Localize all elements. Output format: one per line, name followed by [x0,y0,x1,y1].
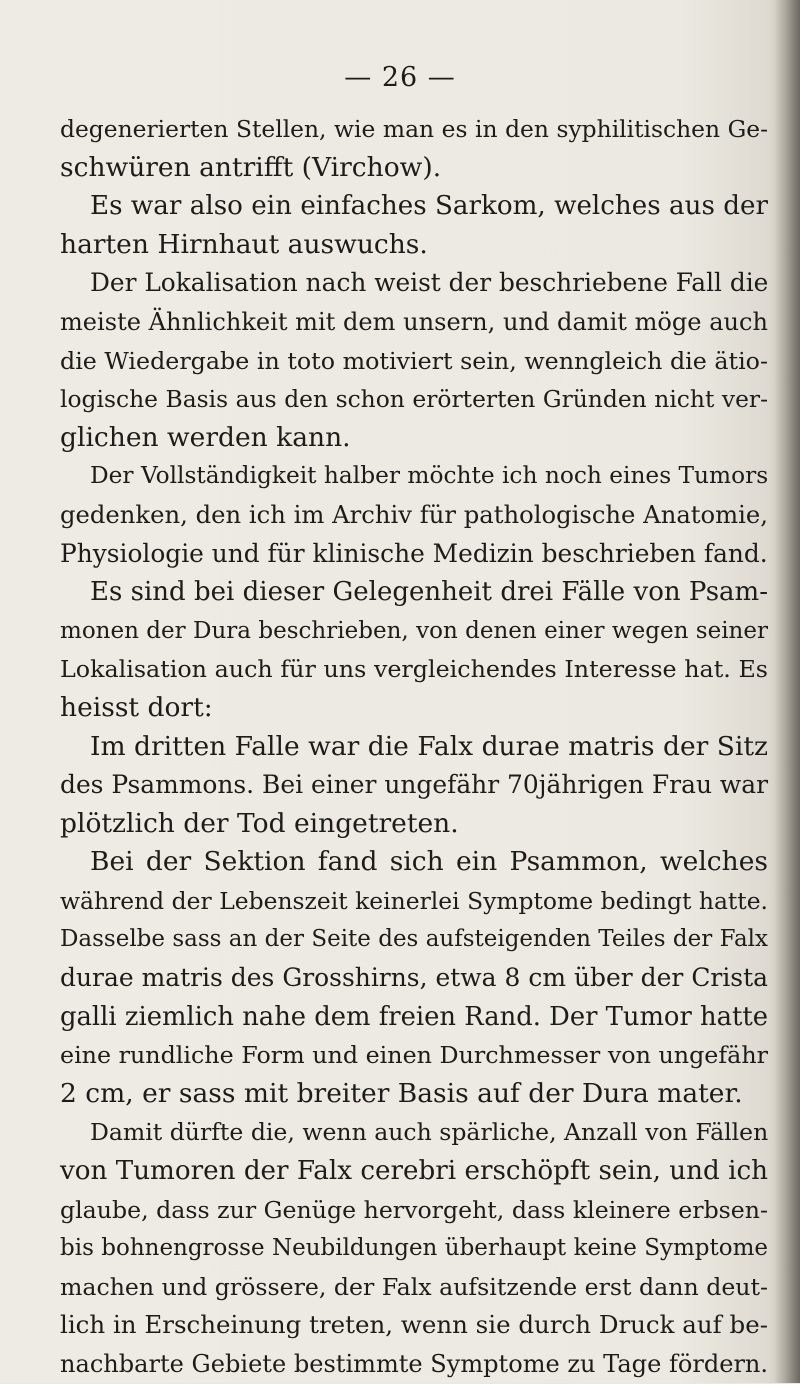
text-line: Im dritten Falle war die Falx durae matris der Sitz [90,730,768,762]
text-line: schwüren antrifft (Virchow). [60,151,442,183]
text-line: bis bohnengrosse Neubildungen überhaupt keine Symptome [60,1235,768,1262]
text-line: lich in Erscheinung treten, wenn sie durch Druck auf be- [60,1310,768,1340]
page-binding-edge [774,0,800,1383]
text-line: glaube, dass zur Genüge hervorgeht, dass kleinere erbsen- [60,1195,768,1224]
text-line: die Wiedergabe in toto motiviert sein, wenngleich die ätio- [60,346,768,375]
text-line: harten Hirnhaut auswuchs. [60,228,428,260]
text-line: durae matris des Grosshirns, etwa 8 cm über der Crista [60,963,768,993]
text-line: galli ziemlich nahe dem freien Rand. Der Tumor hatte [60,1001,768,1032]
text-line: glichen werden kann. [60,421,351,453]
text-line: von Tumoren der Falx cerebri erschöpft sein, und ich [60,1156,768,1187]
text-line: eine rundliche Form und einen Durchmesser von ungefähr [60,1041,768,1070]
text-line: Bei der Sektion fand sich ein Psammon, welches [90,846,768,878]
text-line: Der Vollständigkeit halber möchte ich noch eines Tumors [90,462,769,490]
text-line: heisst dort: [60,691,213,723]
text-line: plötzlich der Tod eingetreten. [60,807,459,839]
text-line: gedenken, den ich im Archiv für pathologische Anatomie, [60,499,768,529]
body-text [60,110,768,1384]
text-line: meiste Ähnlichkeit mit dem unsern, und damit möge auch [60,307,768,336]
text-line: Der Lokalisation nach weist der beschriebene Fall die [90,268,769,298]
text-line: des Psammons. Bei einer ungefähr 70jährigen Frau war [60,770,768,800]
text-line: logische Basis aus den schon erörterten Gründen nicht ver- [60,385,768,414]
text-line: Es war also ein einfaches Sarkom, welches aus der [90,191,768,222]
page-number: — 26 — [344,62,456,93]
text-line: monen der Dura beschrieben, von denen einer wegen seiner [60,617,768,644]
text-line: Damit dürfte die, wenn auch spärliche, Anzall von Fällen [90,1118,769,1147]
text-line: nachbarte Gebiete bestimmte Symptome zu Tage fördern. [60,1350,769,1378]
text-line: 2 cm, er sass mit breiter Basis auf der Dura mater. [60,1077,743,1109]
text-line: machen und grössere, der Falx aufsitzende erst dann deut- [60,1272,768,1301]
text-line: degenerierten Stellen, wie man es in den syphilitischen Ge- [60,115,768,143]
text-line: während der Lebenszeit keinerlei Symptome bedingt hatte. [60,886,768,915]
text-line: Lokalisation auch für uns vergleichendes Interesse hat. Es [60,655,768,684]
text-line: Es sind bei dieser Gelegenheit drei Fälle von Psam- [90,577,768,608]
text-line: Physiologie und für klinische Medizin beschrieben fand. [60,538,768,568]
text-line: Dasselbe sass an der Seite des aufsteigenden Teiles der Falx [60,926,768,953]
